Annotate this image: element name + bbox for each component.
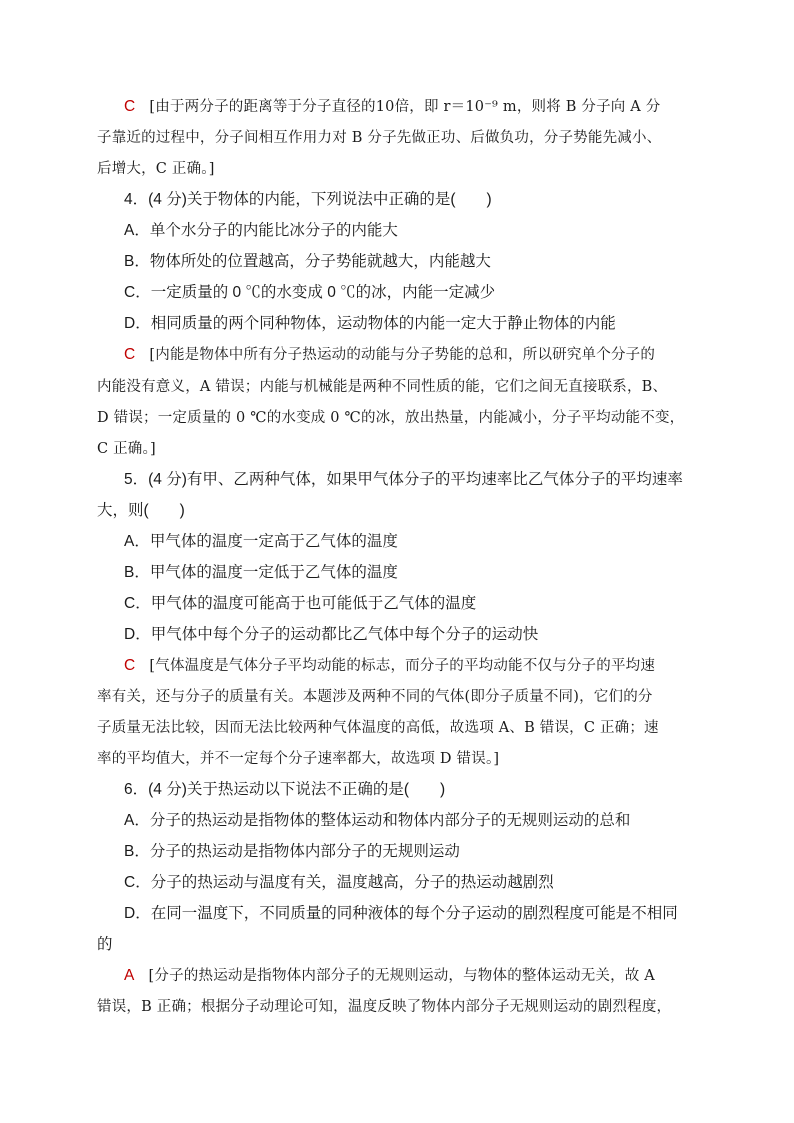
- option-a: A．单个水分子的内能比冰分子的内能大: [124, 222, 398, 239]
- option-a: A．分子的热运动是指物体的整体运动和物体内部分子的无规则运动的总和: [124, 812, 631, 829]
- explanation-text: [由于两分子的距离等于分子直径的10倍，即 r＝10⁻⁹ m，则将 B 分子向 A 分: [149, 99, 661, 115]
- answer-key: C: [124, 346, 136, 363]
- option-d-continued: 的: [97, 936, 113, 953]
- answer-line: [124, 656, 701, 676]
- explanation-line: 率的平均值大，并不一定每个分子速率都大，故选项 D 错误。]: [97, 751, 500, 767]
- option-d: D．相同质量的两个同种物体，运动物体的内能一定大于静止物体的内能: [124, 315, 616, 332]
- explanation-line: 错误，B 正确；根据分子动理论可知，温度反映了物体内部分子无规则运动的剧烈程度，: [97, 999, 672, 1015]
- question-stem: 6．(4 分)关于热运动以下说法不正确的是( ): [124, 781, 446, 798]
- answer-line: [124, 966, 701, 986]
- answer-line: [124, 345, 701, 365]
- question-stem: 4．(4 分)关于物体的内能，下列说法中正确的是( ): [124, 191, 492, 208]
- explanation-line: 率有关，还与分子的质量有关。本题涉及两种不同的气体(即分子质量不同)，它们的分: [97, 689, 653, 705]
- explanation-text: [内能是物体中所有分子热运动的动能与分子势能的总和，所以研究单个分子的: [149, 347, 656, 363]
- question-stem: 5．(4 分)有甲、乙两种气体，如果甲气体分子的平均速率比乙气体分子的平均速率: [124, 471, 683, 488]
- answer-key: A: [124, 967, 135, 984]
- answer-key: C: [124, 98, 136, 115]
- option-b: B．甲气体的温度一定低于乙气体的温度: [124, 564, 398, 581]
- question-stem: 大，则( ): [97, 502, 185, 519]
- explanation-line: D 错误；一定质量的 0 ℃的水变成 0 ℃的冰，放出热量，内能减小，分子平均动能不变，: [97, 410, 685, 426]
- option-d: D．甲气体中每个分子的运动都比乙气体中每个分子的运动快: [124, 626, 539, 643]
- option-b: B．物体所处的位置越高，分子势能就越大，内能越大: [124, 253, 491, 270]
- option-c: C．一定质量的 0 ℃的水变成 0 ℃的冰，内能一定减少: [124, 284, 496, 301]
- explanation-line: 内能没有意义，A 错误；内能与机械能是两种不同性质的能，它们之间无直接联系，B、: [97, 379, 668, 395]
- explanation-line: 子质量无法比较，因而无法比较两种气体温度的高低，故选项 A、B 错误，C 正确；速: [97, 720, 659, 736]
- option-a: A．甲气体的温度一定高于乙气体的温度: [124, 533, 398, 550]
- explanation-line: 子靠近的过程中，分子间相互作用力对 B 分子先做正功、后做负功，分子势能先减小、: [97, 130, 662, 146]
- explanation-text: [分子的热运动是指物体内部分子的无规则运动，与物体的整体运动无关，故 A: [148, 968, 655, 984]
- explanation-line: C 正确。]: [97, 441, 156, 457]
- option-d: D．在同一温度下，不同质量的同种液体的每个分子运动的剧烈程度可能是不相同: [124, 905, 678, 922]
- explanation-line: 后增大，C 正确。]: [97, 161, 215, 177]
- explanation-text: [气体温度是气体分子平均动能的标志，而分子的平均动能不仅与分子的平均速: [149, 658, 656, 674]
- option-c: C．甲气体的温度可能高于也可能低于乙气体的温度: [124, 595, 477, 612]
- option-b: B．分子的热运动是指物体内部分子的无规则运动: [124, 843, 460, 860]
- answer-key: C: [124, 657, 136, 674]
- answer-line: [124, 97, 701, 117]
- option-c: C．分子的热运动与温度有关，温度越高，分子的热运动越剧烈: [124, 874, 554, 891]
